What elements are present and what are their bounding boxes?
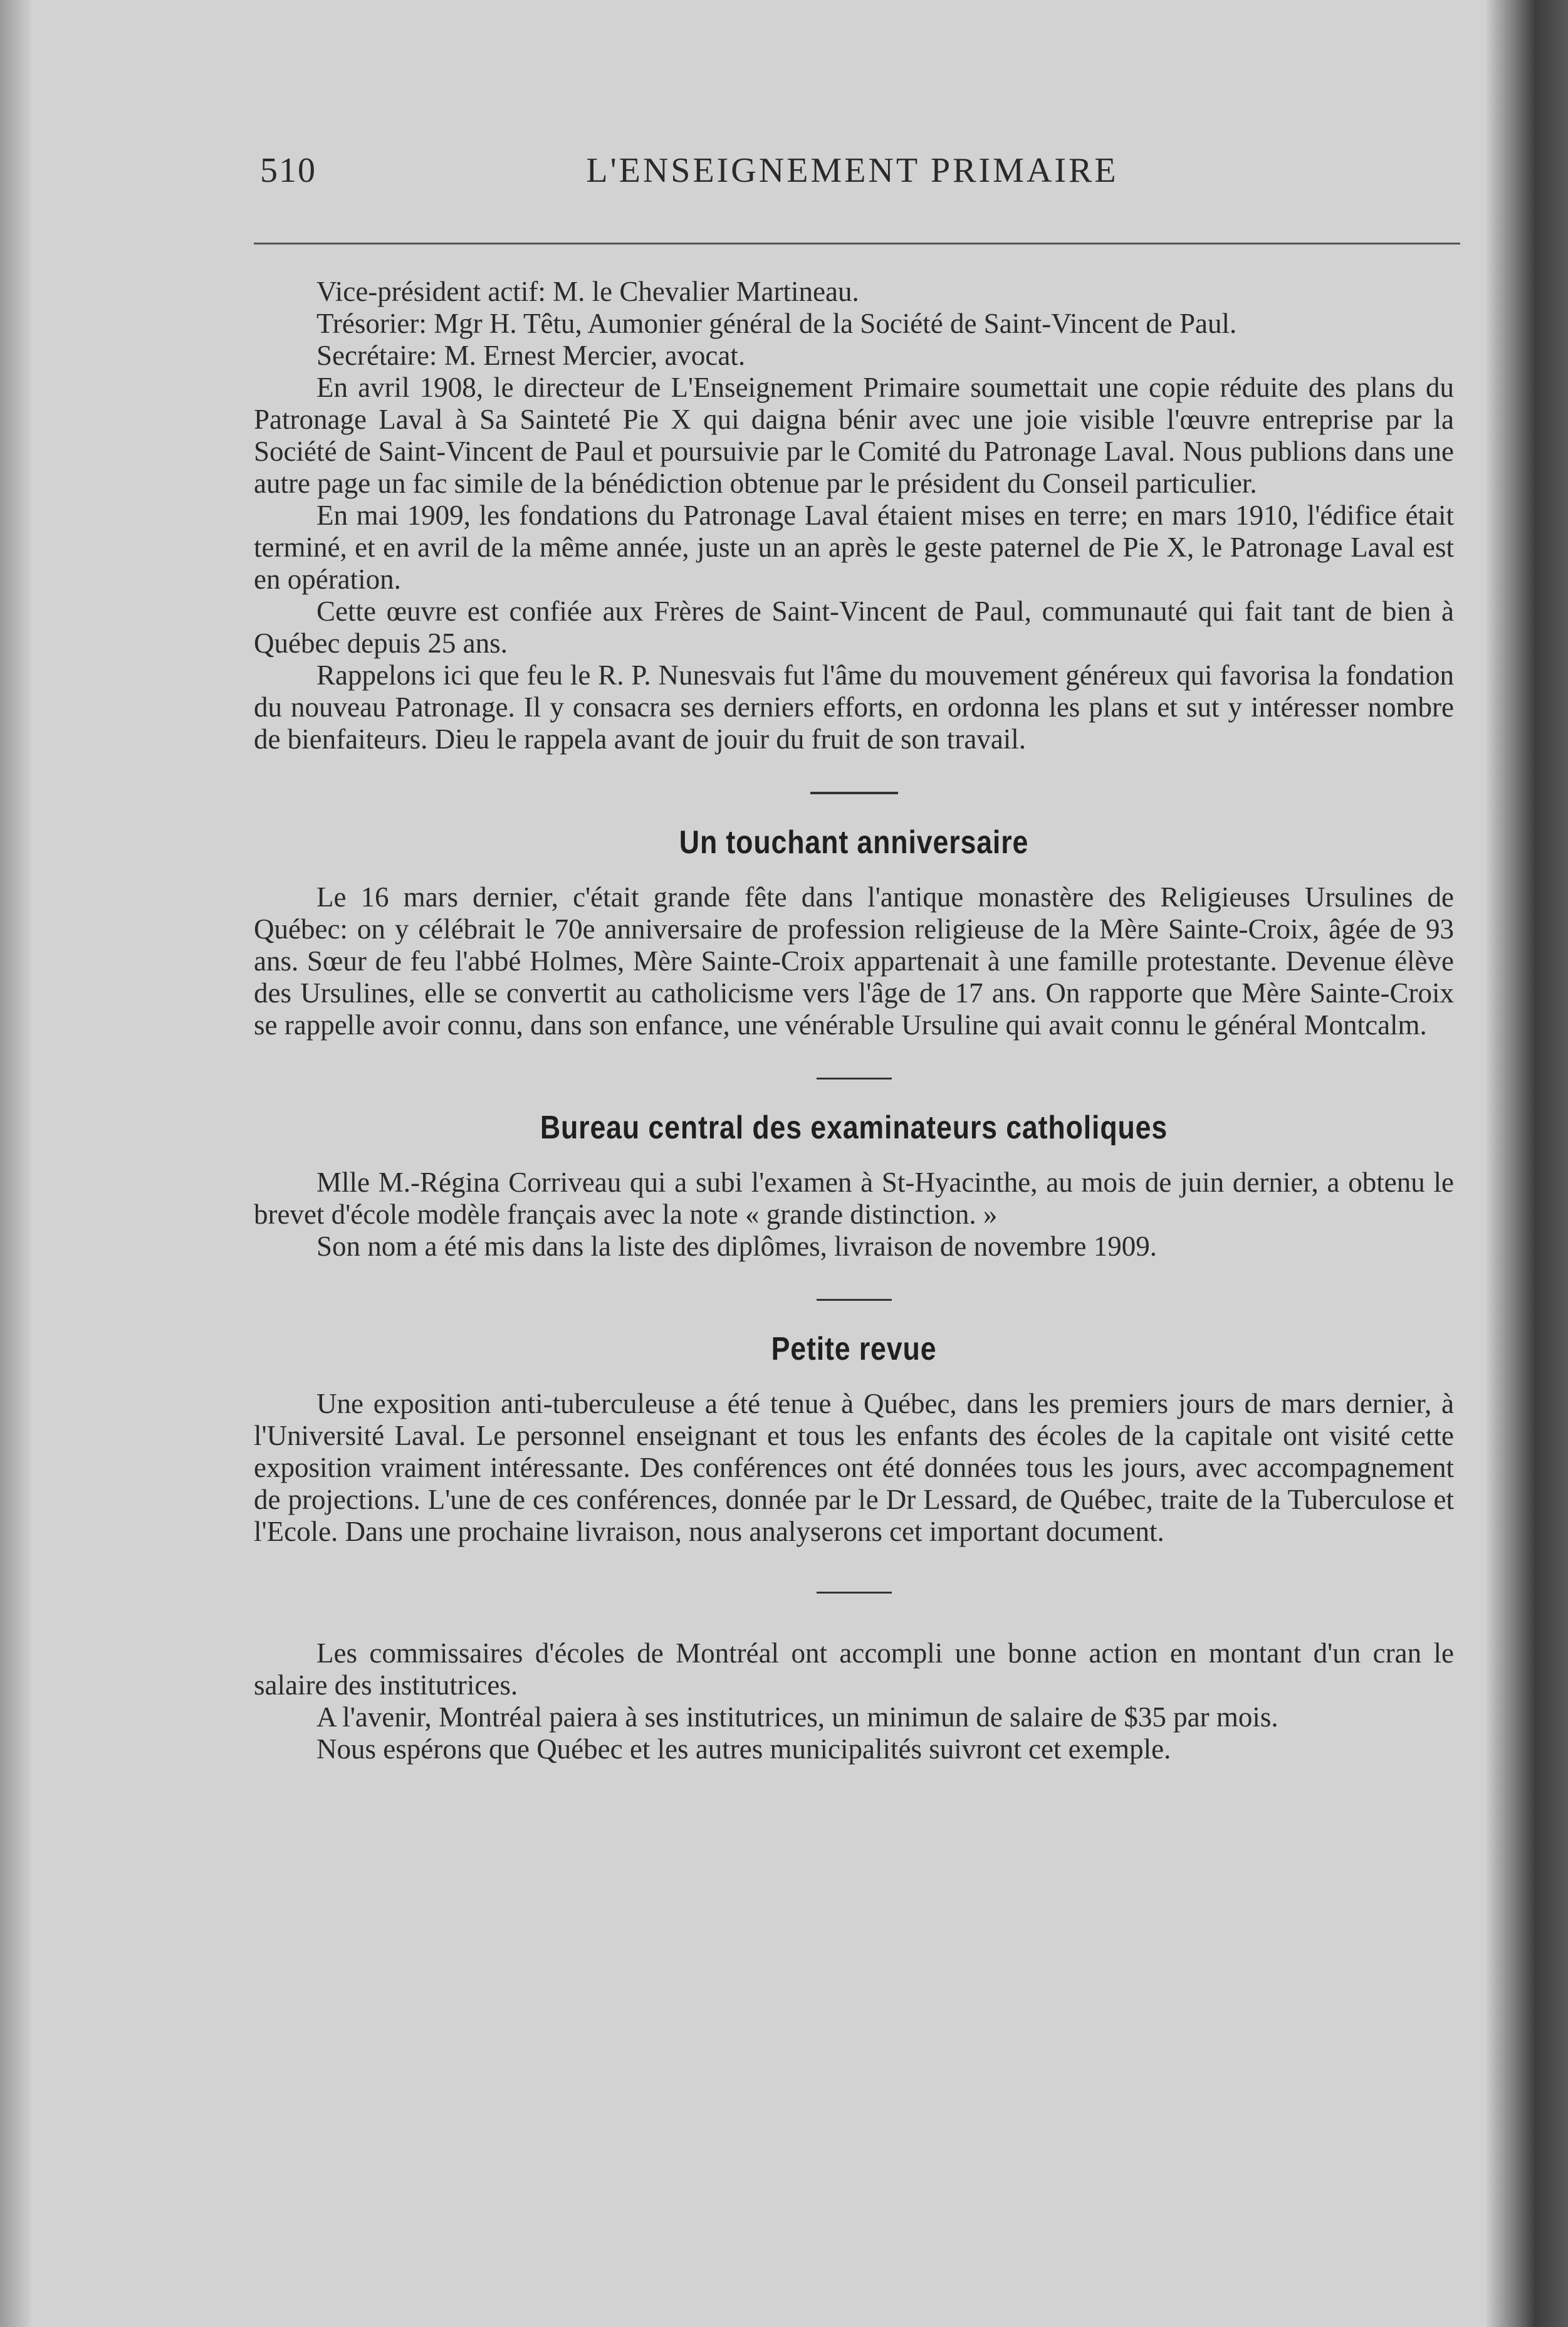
section-heading: Un touchant anniversaire: [679, 824, 1029, 861]
paragraph: Les commissaires d'écoles de Montréal ont accompli une bonne action en montant d'un cran le salaire des institutrices.: [254, 1637, 1454, 1701]
section-separator: [810, 792, 898, 794]
final-section: [254, 1637, 1454, 1765]
paragraph: En mai 1909, les fondations du Patronage Laval étaient mises en terre; en mars 1910, l'édifice était terminé, et en avril de la même année, juste un an après le geste paternel de Pie X, le Patronage Laval est en opération.: [254, 500, 1454, 595]
paragraph: Son nom a été mis dans la liste des diplômes, livraison de novembre 1909.: [316, 1231, 1158, 1262]
page: [248, 119, 1457, 188]
paragraph: Une exposition anti-tuberculeuse a été tenue à Québec, dans les premiers jours de mars dernier, à l'Université Laval. Le personnel enseignant et tous les enfants des écoles de la capitale ont visité cette exposition vraiment intéressante. Des conférences ont été données tous les jours, avec accompagnement de projections. L'une de ces conférences, donnée par le Dr Lessard, de Québec, traite de la Tuberculose et l'Ecole. Dans une prochaine livraison, nous analyserons cet important document.: [254, 1388, 1454, 1547]
intro-section: [254, 276, 1454, 755]
paragraph: Le 16 mars dernier, c'était grande fête dans l'antique monastère des Religieuses Ursulines de Québec: on y célébrait le 70e anniversaire de profession religieuse de la Mère Sainte-Croix, âgée de 93 ans. Sœur de feu l'abbé Holmes, Mère Sainte-Croix appartenait à une famille protestante. Devenue élève des Ursulines, elle se convertit au catholicisme vers l'âge de 17 ans. On rapporte que Mère Sainte-Croix se rappelle avoir connu, dans son enfance, une vénérable Ursuline qui avait connu le général Montcalm.: [254, 881, 1454, 1041]
section-heading: Petite revue: [771, 1331, 937, 1367]
page-number: 510: [260, 151, 316, 190]
header-rule: [254, 243, 1460, 244]
scan-right-edge: [1487, 0, 1568, 2327]
revue-section: [254, 1333, 1454, 1548]
section-separator: [817, 1078, 892, 1079]
paragraph: Mlle M.-Régina Corriveau qui a subi l'examen à St-Hyacinthe, au mois de juin dernier, a obtenu le brevet d'école modèle français avec la note « grande distinction. »: [254, 1167, 1454, 1230]
paragraph: A l'avenir, Montréal paiera à ses institutrices, un minimun de salaire de $35 par mois.: [316, 1701, 1278, 1733]
paragraph: Trésorier: Mgr H. Têtu, Aumonier général de la Société de Saint-Vincent de Paul.: [316, 308, 1237, 339]
paragraph: Cette œuvre est confiée aux Frères de Saint-Vincent de Paul, communauté qui fait tant de bien à Québec depuis 25 ans.: [254, 596, 1454, 659]
section-heading: Bureau central des examinateurs catholiques: [540, 1110, 1168, 1146]
paragraph: En avril 1908, le directeur de L'Enseignement Primaire soumettait une copie réduite des plans du Patronage Laval à Sa Sainteté Pie X qui daigna bénir avec une joie visible l'œuvre entreprise par la Société de Saint-Vincent de Paul et poursuivie par le Comité du Patronage Laval. Nous publions dans une autre page un fac simile de la bénédiction obtenue par le président du Conseil particulier.: [254, 372, 1454, 499]
page-header: [248, 119, 1457, 188]
anniversaire-section: [254, 824, 1454, 1041]
page-body: [254, 276, 1454, 1765]
paragraph: Vice-président actif: M. le Chevalier Martineau.: [316, 276, 859, 307]
section-separator: [817, 1299, 892, 1301]
paragraph: Nous espérons que Québec et les autres municipalités suivront cet exemple.: [316, 1733, 1171, 1765]
paragraph: Rappelons ici que feu le R. P. Nunesvais fut l'âme du mouvement généreux qui favorisa la fondation du nouveau Patronage. Il y consacra ses derniers efforts, en ordonna les plans et sut y intéresser nombre de bienfaiteurs. Dieu le rappela avant de jouir du fruit de son travail.: [254, 659, 1454, 755]
scan-left-edge: [0, 0, 31, 2327]
bureau-section: [254, 1112, 1454, 1263]
section-separator: [817, 1592, 892, 1594]
running-title: L'ENSEIGNEMENT PRIMAIRE: [586, 151, 1119, 190]
paragraph: Secrétaire: M. Ernest Mercier, avocat.: [316, 340, 746, 371]
